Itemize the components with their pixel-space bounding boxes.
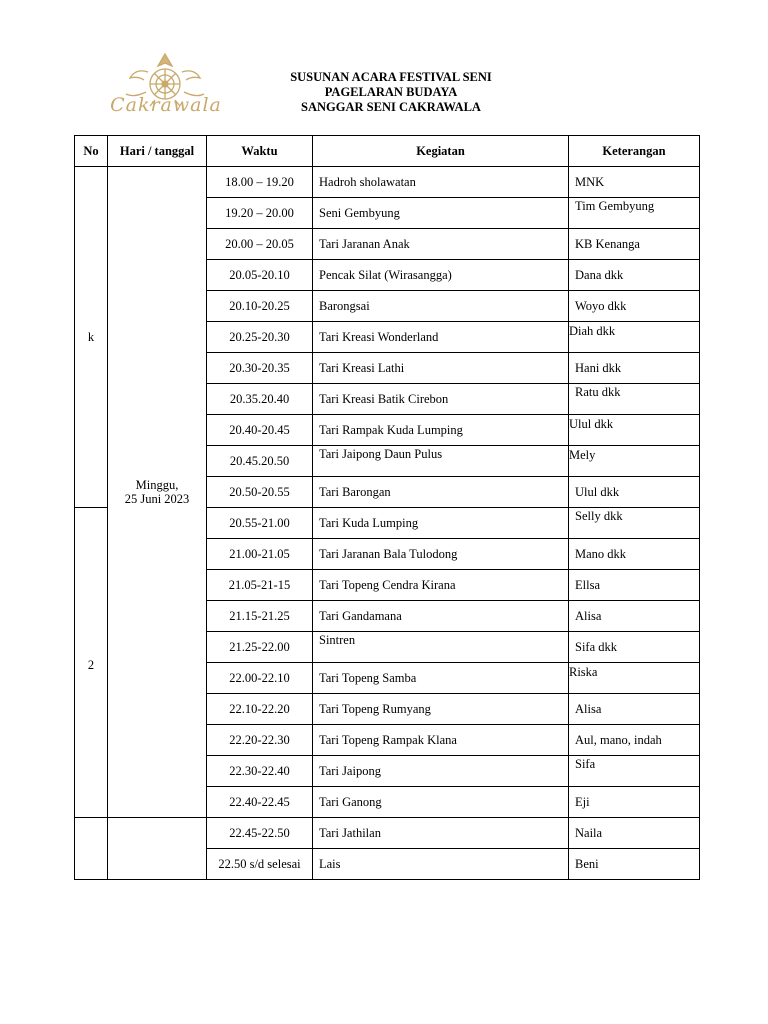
- time-cell: 21.00-21.05: [207, 539, 313, 570]
- activity-text: Tari Jaipong Daun Pulus: [319, 446, 443, 461]
- activity-cell: Tari Topeng Samba: [313, 663, 569, 694]
- note-text: Ulul dkk: [569, 416, 614, 431]
- activity-cell: Tari Ganong: [313, 787, 569, 818]
- note-text: Selly dkk: [575, 508, 623, 523]
- time-cell: 20.45.20.50: [207, 446, 313, 477]
- note-cell: [569, 508, 700, 539]
- note-cell: [569, 756, 700, 787]
- time-cell: 22.20-22.30: [207, 725, 313, 756]
- table-header-row: [75, 136, 700, 167]
- heading-line-1: SUSUNAN ACARA FESTIVAL SENI: [290, 70, 492, 84]
- time-cell: 21.05-21-15: [207, 570, 313, 601]
- note-cell: [569, 198, 700, 229]
- time-cell: 20.30-20.35: [207, 353, 313, 384]
- activity-cell: Tari Jaipong: [313, 756, 569, 787]
- activity-cell: Lais: [313, 849, 569, 880]
- column-header-activity: Kegiatan: [313, 136, 569, 167]
- activity-cell: Tari Kreasi Batik Cirebon: [313, 384, 569, 415]
- time-cell: 22.00-22.10: [207, 663, 313, 694]
- time-cell: 20.50-20.55: [207, 477, 313, 508]
- note-cell: Hani dkk: [569, 353, 700, 384]
- note-cell: Naila: [569, 818, 700, 849]
- note-cell: Alisa: [569, 694, 700, 725]
- time-cell: 22.50 s/d selesai: [207, 849, 313, 880]
- no-cell-1: [75, 167, 108, 508]
- time-cell: 20.40-20.45: [207, 415, 313, 446]
- time-cell: 20.10-20.25: [207, 291, 313, 322]
- activity-cell: Barongsai: [313, 291, 569, 322]
- note-cell: Alisa: [569, 601, 700, 632]
- time-cell: 20.25-20.30: [207, 322, 313, 353]
- activity-cell: Seni Gembyung: [313, 198, 569, 229]
- note-cell: [569, 384, 700, 415]
- activity-cell: Tari Kuda Lumping: [313, 508, 569, 539]
- activity-cell: Tari Jaranan Anak: [313, 229, 569, 260]
- activity-cell: Tari Jaranan Bala Tulodong: [313, 539, 569, 570]
- heading-line-2: PAGELARAN BUDAYA: [324, 85, 458, 99]
- no-cell-2: [75, 508, 108, 818]
- time-cell: 21.15-21.25: [207, 601, 313, 632]
- time-cell: 21.25-22.00: [207, 632, 313, 663]
- column-header-note: Keterangan: [569, 136, 700, 167]
- schedule-table: [74, 135, 700, 880]
- activity-cell: Tari Jathilan: [313, 818, 569, 849]
- logo-text: Cakrawala: [110, 94, 222, 116]
- activity-cell: Tari Kreasi Lathi: [313, 353, 569, 384]
- day-cell-empty: [108, 818, 207, 880]
- no-cell-empty: [75, 818, 108, 880]
- note-cell: Eji: [569, 787, 700, 818]
- activity-cell: [313, 446, 569, 477]
- activity-cell: Tari Topeng Cendra Kirana: [313, 570, 569, 601]
- time-cell: 20.00 – 20.05: [207, 229, 313, 260]
- activity-cell: Pencak Silat (Wirasangga): [313, 260, 569, 291]
- column-header-no: No: [75, 136, 108, 167]
- note-cell: Beni: [569, 849, 700, 880]
- note-cell: Ulul dkk: [569, 477, 700, 508]
- note-cell: Ellsa: [569, 570, 700, 601]
- time-cell: 20.55-21.00: [207, 508, 313, 539]
- note-text: Mely: [569, 447, 596, 462]
- time-cell: 22.30-22.40: [207, 756, 313, 787]
- day-name: Minggu,: [135, 478, 179, 492]
- activity-cell: Tari Gandamana: [313, 601, 569, 632]
- activity-cell: [313, 632, 569, 663]
- activity-cell: Hadroh sholawatan: [313, 167, 569, 198]
- activity-cell: Tari Topeng Rampak Klana: [313, 725, 569, 756]
- activity-text: Sintren: [319, 632, 356, 647]
- note-cell: Dana dkk: [569, 260, 700, 291]
- note-text: Ratu dkk: [575, 384, 621, 399]
- document-heading: [230, 70, 552, 115]
- time-cell: 20.35.20.40: [207, 384, 313, 415]
- time-cell: 22.40-22.45: [207, 787, 313, 818]
- time-cell: 19.20 – 20.00: [207, 198, 313, 229]
- table-row: [75, 167, 700, 198]
- heading-line-3: SANGGAR SENI CAKRAWALA: [301, 100, 481, 114]
- note-text: Diah dkk: [569, 323, 616, 338]
- note-text: Riska: [569, 664, 598, 679]
- note-text: Tim Gembyung: [575, 198, 655, 213]
- note-text: Sifa: [575, 756, 596, 771]
- day-cell: [108, 167, 207, 818]
- time-cell: 18.00 – 19.20: [207, 167, 313, 198]
- activity-cell: Tari Topeng Rumyang: [313, 694, 569, 725]
- column-header-day: Hari / tanggal: [108, 136, 207, 167]
- note-cell: Woyo dkk: [569, 291, 700, 322]
- note-cell: Mano dkk: [569, 539, 700, 570]
- note-cell: KB Kenanga: [569, 229, 700, 260]
- sanggar-logo: [100, 48, 230, 126]
- note-cell: [569, 322, 700, 353]
- activity-cell: Tari Kreasi Wonderland: [313, 322, 569, 353]
- note-cell: [569, 446, 700, 477]
- note-cell: Sifa dkk: [569, 632, 700, 663]
- note-cell: [569, 415, 700, 446]
- time-cell: 22.10-22.20: [207, 694, 313, 725]
- column-header-time: Waktu: [207, 136, 313, 167]
- note-cell: Aul, mano, indah: [569, 725, 700, 756]
- note-cell: MNK: [569, 167, 700, 198]
- day-date: 25 Juni 2023: [124, 492, 190, 506]
- no-value-1: k: [87, 330, 95, 344]
- time-cell: 22.45-22.50: [207, 818, 313, 849]
- no-value-2: 2: [87, 658, 95, 672]
- note-cell: [569, 663, 700, 694]
- time-cell: 20.05-20.10: [207, 260, 313, 291]
- activity-cell: Tari Rampak Kuda Lumping: [313, 415, 569, 446]
- table-row: [75, 818, 700, 849]
- activity-cell: Tari Barongan: [313, 477, 569, 508]
